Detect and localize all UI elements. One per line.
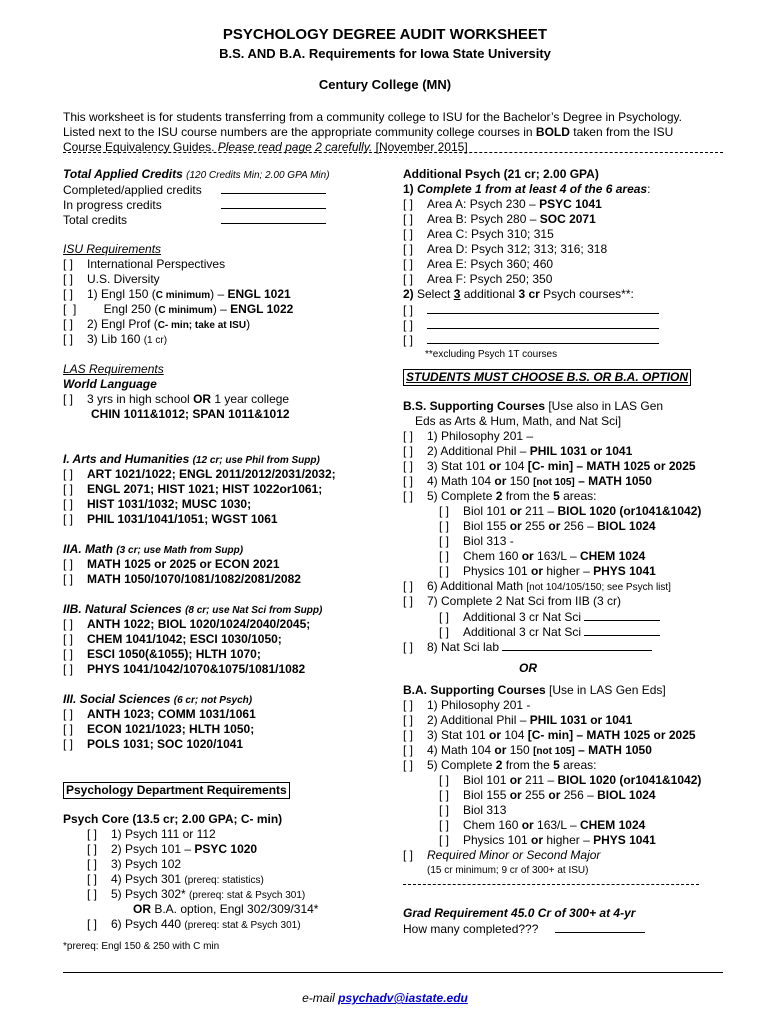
bs-sub-item[interactable]: [ ] Physics 101 or higher – PHYS 1041 [439,564,656,578]
math-title: IIA. Math [63,542,113,556]
bs-nat-sci-blank[interactable]: [ ] Additional 3 cr Nat Sci [403,624,733,639]
bs-sub-item[interactable]: [ ] Biol 101 or 211 – BIOL 1020 (or1041&1042) [439,504,702,518]
bs-title: B.S. Supporting Courses [403,399,546,413]
divider [63,152,723,153]
core-item[interactable]: [ ] 1) Psych 111 or 112 [87,827,216,841]
excluding-note: **excluding Psych 1T courses [425,349,558,360]
core-item[interactable]: [ ] 5) Psych 302* (prereq: stat & Psych 301) [87,887,306,901]
college-name: Century College (MN) [318,77,452,92]
ba-item[interactable]: [ ] 5) Complete 2 from the 5 areas: [403,758,597,772]
isu-item[interactable]: [ ] International Perspectives [63,257,226,271]
grad-completed-field[interactable] [555,921,645,933]
nat-sci-item[interactable]: [ ] ANTH 1022; BIOL 1020/1024/2040/2045; [63,617,311,631]
in-progress-credits-row: In progress credits [63,197,363,212]
additional-psych-rule-2: 2) Select 3 additional 3 cr Psych courses**: [403,287,634,301]
additional-course-blank[interactable]: [ ] [403,317,733,332]
bs-item[interactable]: [ ] 5) Complete 2 from the 5 areas: [403,489,597,503]
soc-sci-item[interactable]: [ ] ANTH 1023; COMM 1031/1061 [63,707,256,721]
ba-sub-item[interactable]: [ ] Biol 155 or 255 or 256 – BIOL 1024 [439,788,656,802]
bs-item[interactable]: [ ] 3) Stat 101 or 104 [C- min] – MATH 1025 or 2025 [403,459,696,473]
world-language-title: World Language [63,377,157,391]
footer: e-mail psychadv@iastate.edu [302,991,468,1005]
bs-item[interactable]: [ ] 7) Complete 2 Nat Sci from IIB (3 cr) [403,594,622,608]
choose-option-banner: STUDENTS MUST CHOOSE B.S. OR B.A. OPTION [403,369,691,386]
ba-item[interactable]: [ ] Required Minor or Second Major [403,848,601,862]
area-item[interactable]: [ ] Area A: Psych 230 – PSYC 1041 [403,197,602,211]
completed-credits-row: Completed/applied credits [63,182,363,197]
ba-item[interactable]: [ ] 1) Philosophy 201 - [403,698,531,712]
ba-sub-item[interactable]: [ ] Physics 101 or higher – PHYS 1041 [439,833,656,847]
grad-completed-row[interactable]: How many completed??? [403,921,733,936]
core-item[interactable]: [ ] 2) Psych 101 – PSYC 1020 [87,842,258,856]
additional-course-blank[interactable]: [ ] [403,302,733,317]
additional-psych-rule-1: 1) Complete 1 from at least 4 of the 6 areas: [403,182,651,196]
completed-credits-field[interactable] [221,182,326,194]
core-or-option: OR B.A. option, Engl 302/309/314* [133,902,319,916]
bs-item[interactable]: [ ] 1) Philosophy 201 – [403,429,534,443]
total-credits-title: Total Applied Credits [63,167,183,181]
social-sciences-title: III. Social Sciences [63,692,171,706]
or-divider: OR [519,661,537,675]
ba-title: B.A. Supporting Courses [403,683,546,697]
bs-sub-item[interactable]: [ ] Biol 155 or 255 or 256 – BIOL 1024 [439,519,656,533]
ba-item[interactable]: [ ] 4) Math 104 or 150 [not 105] – MATH 1050 [403,743,652,757]
nat-sci-item[interactable]: [ ] CHEM 1041/1042; ESCI 1030/1050; [63,632,282,646]
math-item[interactable]: [ ] MATH 1025 or 2025 or ECON 2021 [63,557,280,571]
grad-requirement-title: Grad Requirement 45.0 Cr of 300+ at 4-yr [403,906,636,920]
left-column: Total Applied Credits (120 Credits Min; 2.00 GPA Min) Completed/applied credits In progress credits Total credits ISU Requirements [ ] International Perspectives [ ] U.S. Diversity [ ] 1) Engl 150 (C minimum) – ENGL 1021 [ ] Engl 250 (C minimum) – ENGL 1022 [ ] 2) Engl Prof (C- min; take at ISU) [ ] 3) Lib 160 (1 cr) LAS Requirements World Language [ ] 3 yrs in high school OR 1 year college CHIN 1011&1012; SPAN 1011&1012 I. Arts and Humanities (12 cr; use Phil from Supp) [ ] ART 1021/1022; ENGL 2011/2012/2031/2032; [ ] ENGL 2071; HIST 1021; HIST 1022or1061; [ ] HIST 1031/1032; MUSC 1030; [ ] PHIL 1031/1041/1051; WGST 1061 IIA. Math (3 cr; use Math from Supp) [ ] MATH 1025 or 2025 or ECON 2021 [ ] MATH 1050/1070/1081/1082/2081/2082 IIB. Natural Sciences (8 cr; use Nat Sci from Supp) [ ] ANTH 1022; BIOL 1020/1024/2040/2045; [ ] CHEM 1041/1042; ESCI 1030/1050; [ ] ESCI 1050(&1055); HLTH 1070; [ ] PHYS 1041/1042/1070&1075/1081/1082 III. Social Sciences (6 cr; not Psych) [ ] ANTH 1023; COMM 1031/1061 [ ] ECON 1021/1023; HLTH 1050; [ ] POLS 1031; SOC 1020/1041 Psychology Department Requirements Psych Core (13.5 cr; 2.00 GPA; C- min) [ ] 1) Psych 111 or 112 [ ] 2) Psych 101 – PSYC 1020 [ ] 3) Psych 102 [ ] 4) Psych 301 (prereq: statistics) [ ] 5) Psych 302* (prereq: stat & Psych 301) OR B.A. option, Engl 302/309/314* [ ] 6) Psych 440 (prereq: stat & Psych 301) *prereq: Engl 150 & 250 with C min [63,167,363,954]
arts-item[interactable]: [ ] ART 1021/1022; ENGL 2011/2012/2031/2032; [63,467,336,481]
core-item[interactable]: [ ] 4) Psych 301 (prereq: statistics) [87,872,264,886]
las-requirements-title: LAS Requirements [63,362,164,376]
world-language-courses: CHIN 1011&1012; SPAN 1011&1012 [91,407,290,421]
total-credits-field[interactable] [221,212,326,224]
nat-sci-item[interactable]: [ ] ESCI 1050(&1055); HLTH 1070; [63,647,261,661]
ba-item[interactable]: [ ] 2) Additional Phil – PHIL 1031 or 1041 [403,713,633,727]
arts-item[interactable]: [ ] ENGL 2071; HIST 1021; HIST 1022or1061; [63,482,323,496]
additional-psych-title: Additional Psych (21 cr; 2.00 GPA) [403,167,599,181]
nat-sci-item[interactable]: [ ] PHYS 1041/1042/1070&1075/1081/1082 [63,662,306,676]
page-subtitle: B.S. AND B.A. Requirements for Iowa State University [219,46,551,61]
bs-note: Eds as Arts & Hum, Math, and Nat Sci] [415,414,622,428]
ba-sub-item[interactable]: [ ] Biol 313 [439,803,507,817]
additional-course-blank[interactable]: [ ] [403,332,733,347]
area-item[interactable]: [ ] Area E: Psych 360; 460 [403,257,554,271]
area-item[interactable]: [ ] Area D: Psych 312; 313; 316; 318 [403,242,608,256]
in-progress-credits-field[interactable] [221,197,326,209]
bs-item[interactable]: [ ] 2) Additional Phil – PHIL 1031 or 1041 [403,444,633,458]
ba-sub-item[interactable]: [ ] Biol 101 or 211 – BIOL 1020 (or1041&1042) [439,773,702,787]
bs-item[interactable]: [ ] 8) Nat Sci lab [403,639,733,654]
core-item[interactable]: [ ] 6) Psych 440 (prereq: stat & Psych 301) [87,917,301,931]
ba-sub-item[interactable]: [ ] Chem 160 or 163/L – CHEM 1024 [439,818,646,832]
bs-item[interactable]: [ ] 4) Math 104 or 150 [not 105] – MATH 1050 [403,474,652,488]
isu-requirements-title: ISU Requirements [63,242,162,256]
ba-item[interactable]: [ ] 3) Stat 101 or 104 [C- min] – MATH 1025 or 2025 [403,728,696,742]
world-language-item[interactable]: [ ] 3 yrs in high school OR 1 year college [63,392,290,406]
bs-item[interactable]: [ ] 6) Additional Math [not 104/105/150; see Psych list] [403,579,671,593]
footer-rule [63,972,723,973]
intro-paragraph: This worksheet is for students transferring from a community college to ISU for the Bachelor’s Degree in Psychology. Listed next to the ISU course numbers are the appropriate community college courses in BOLD taken from the ISU Course Equivalency Guides. Please read page 2 carefully. [November 2015] [63,110,682,154]
page-title: PSYCHOLOGY DEGREE AUDIT WORKSHEET [222,26,548,43]
prereq-note: *prereq: Engl 150 & 250 with C min [63,941,220,952]
soc-sci-item[interactable]: [ ] POLS 1031; SOC 1020/1041 [63,737,244,751]
isu-item[interactable]: [ ] 3) Lib 160 (1 cr) [63,332,168,346]
soc-sci-item[interactable]: [ ] ECON 1021/1023; HLTH 1050; [63,722,255,736]
dept-requirements-title: Psychology Department Requirements [63,782,290,799]
ba-minor-note: (15 cr minimum; 9 cr of 300+ at ISU) [427,865,589,876]
ba-divider [403,884,699,885]
area-item[interactable]: [ ] Area C: Psych 310; 315 [403,227,554,241]
bs-sub-item[interactable]: [ ] Biol 313 - [439,534,514,548]
bs-sub-item[interactable]: [ ] Chem 160 or 163/L – CHEM 1024 [439,549,646,563]
natural-sciences-title: IIB. Natural Sciences [63,602,182,616]
math-item[interactable]: [ ] MATH 1050/1070/1081/1082/2081/2082 [63,572,301,586]
isu-item[interactable]: [ ] Engl 250 (C minimum) – ENGL 1022 [63,302,294,316]
email-link[interactable]: psychadv@iastate.edu [338,991,468,1005]
psych-core-title: Psych Core (13.5 cr; 2.00 GPA; C- min) [63,812,283,826]
isu-item[interactable]: [ ] U.S. Diversity [63,272,160,286]
bs-nat-sci-blank[interactable]: [ ] Additional 3 cr Nat Sci [403,609,733,624]
arts-item[interactable]: [ ] PHIL 1031/1041/1051; WGST 1061 [63,512,278,526]
right-column: Additional Psych (21 cr; 2.00 GPA) 1) Complete 1 from at least 4 of the 6 areas: [ ] Area A: Psych 230 – PSYC 1041 [ ] Area B: Psych 280 – SOC 2071 [ ] Area C: Psych 310; 315 [ ] Area D: Psych 312; 313; 316; 318 [ ] Area E: Psych 360; 460 [ ] Area F: Psych 250; 350 2) Select 3 additional 3 cr Psych courses**: [ ] [ ] [ ] **excluding Psych 1T courses STUDENTS MUST CHOOSE B.S. OR B.A. OPTION B.S. Supporting Courses [Use also in LAS Gen Eds as Arts & Hum, Math, and Nat Sci] [ ] 1) Philosophy 201 – [ ] 2) Additional Phil – PHIL 1031 or 1041 [ ] 3) Stat 101 or 104 [C- min] – MATH 1025 or 2025 [ ] 4) Math 104 or 150 [not 105] – MATH 1050 [ ] 5) Complete 2 from the 5 areas: [ ] Biol 101 or 211 – BIOL 1020 (or1041&1042) [ ] Biol 155 or 255 or 256 – BIOL 1024 [ ] Biol 313 - [ ] Chem 160 or 163/L – CHEM 1024 [ ] Physics 101 or higher – PHYS 1041 [ ] 6) Additional Math [not 104/105/150; see Psych list] [ ] 7) Complete 2 Nat Sci from IIB (3 cr) [ ] Additional 3 cr Nat Sci [ ] Additional 3 cr Nat Sci [ ] 8) Nat Sci lab OR B.A. Supporting Courses [Use in LAS Gen Eds] [ ] 1) Philosophy 201 - [ ] 2) Additional Phil – PHIL 1031 or 1041 [ ] 3) Stat 101 or 104 [C- min] – MATH 1025 or 2025 [ ] 4) Math 104 or 150 [not 105] – MATH 1050 [ ] 5) Complete 2 from the 5 areas: [ ] Biol 101 or 211 – BIOL 1020 (or1041&1042) [ ] Biol 155 or 255 or 256 – BIOL 1024 [ ] Biol 313 [ ] Chem 160 or 163/L – CHEM 1024 [ ] Physics 101 or higher – PHYS 1041 [ ] Required Minor or Second Major (15 cr minimum; 9 cr of 300+ at ISU) Grad Requirement 45.0 Cr of 300+ at 4-yr How many completed??? [403,167,733,936]
total-credits-row: Total credits [63,212,363,227]
core-item[interactable]: [ ] 3) Psych 102 [87,857,182,871]
area-item[interactable]: [ ] Area F: Psych 250; 350 [403,272,553,286]
area-item[interactable]: [ ] Area B: Psych 280 – SOC 2071 [403,212,596,226]
isu-item[interactable]: [ ] 1) Engl 150 (C minimum) – ENGL 1021 [63,287,291,301]
arts-title: I. Arts and Humanities [63,452,190,466]
arts-item[interactable]: [ ] HIST 1031/1032; MUSC 1030; [63,497,252,511]
isu-item[interactable]: [ ] 2) Engl Prof (C- min; take at ISU) [63,317,251,331]
